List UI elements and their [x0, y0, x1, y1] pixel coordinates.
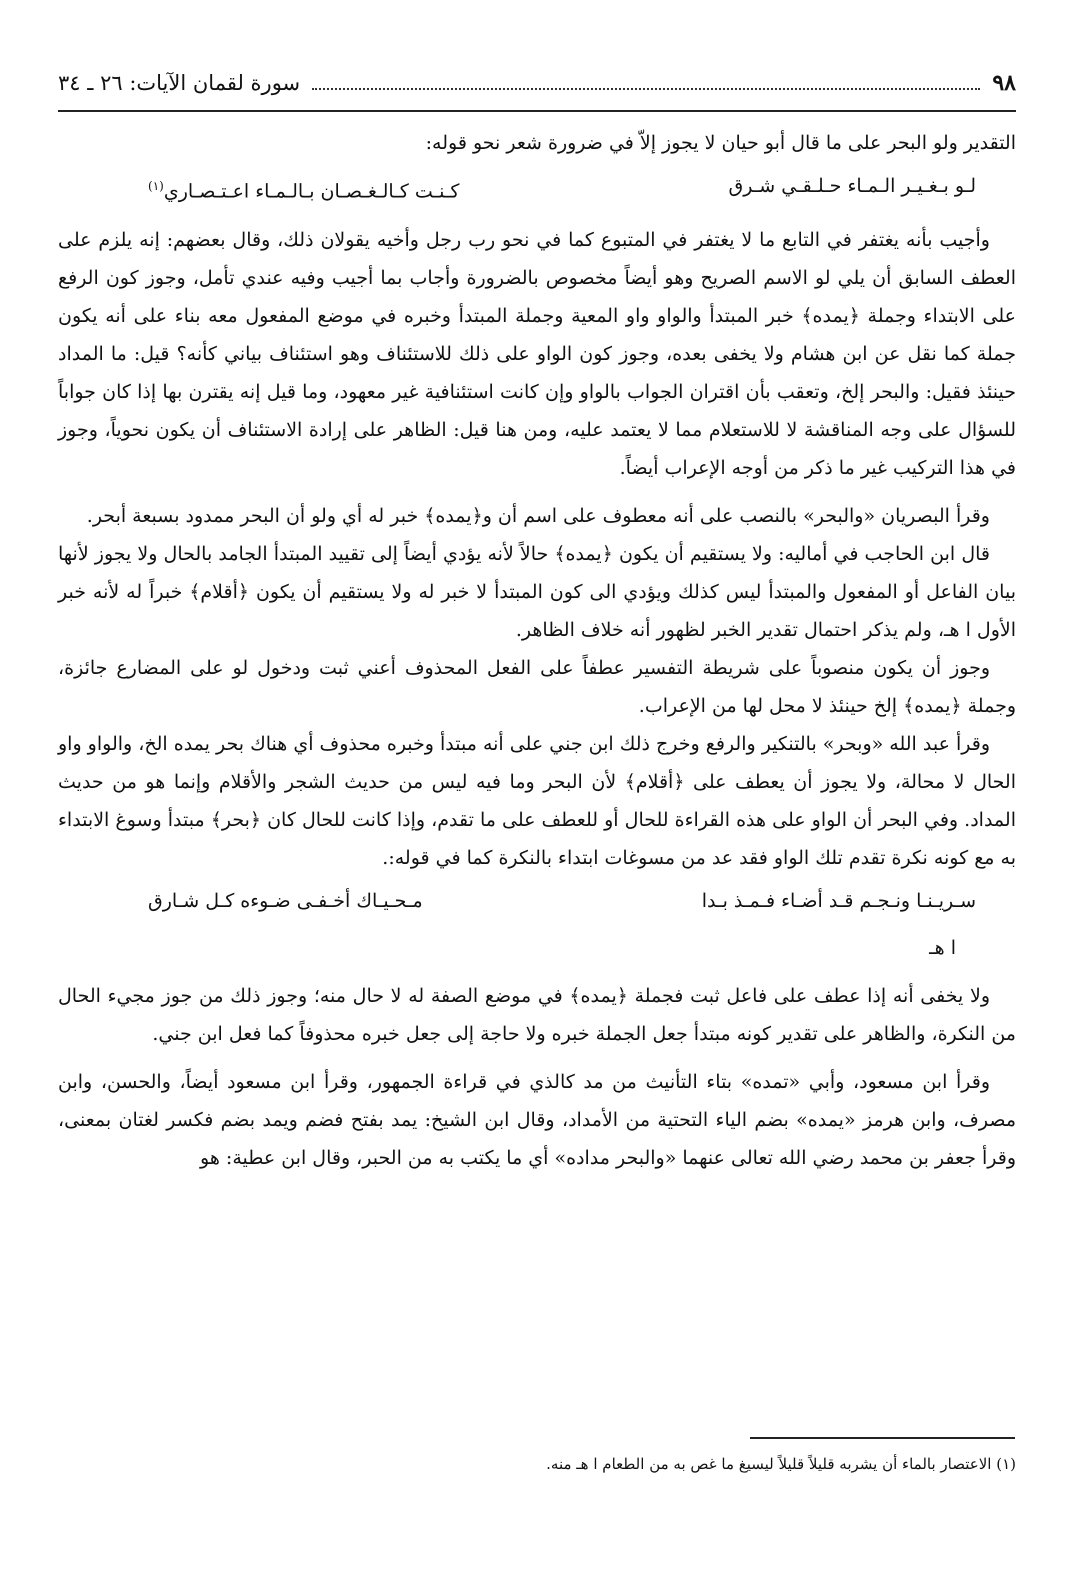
verse-2-second-hemistich: مـحـيـاك أخـفـى ضـوءه كـل شـارق	[148, 890, 423, 913]
verse-2	[58, 881, 1016, 921]
footnote: (١) الاعتصار بالماء أن يشربه قليلاً قليلاً ليسيغ ما غص به من الطعام ا هـ منه.	[546, 1455, 1016, 1473]
paragraph-1: التقدير ولو البحر على ما قال أبو حيان لا يجوز إلاّ في ضرورة شعر نحو قوله:	[425, 132, 1016, 154]
header-title: سورة لقمان الآيات: ٢٦ ـ ٣٤	[58, 71, 301, 95]
verse-1-first-hemistich: لـو بـغـيـر الـمـاء حـلـقـي شـرق	[728, 175, 976, 197]
paragraph-6: وقرأ عبد الله «وبحر» بالتنكير والرفع وخرج ذلك ابن جني على أنه مبتدأ وخبره محذوف أي هناك بحر يمده الخ، والواو واو الحال لا محالة، ولا يجوز أن يعطف على ﴿أقلام﴾ لأن البحر وما فيه ليس من حديث الشجر والأقلام وإنما هو من حديث المداد. وفي البحر أن الواو على هذه القراءة للحال أو للعطف على ما تقدم، وإذا كانت للحال كان ﴿بحر﴾ مبتدأ وسوغ الابتداء به مع كونه نكرة تقدم تلك الواو فقد عد من مسوغات ابتداء بالنكرة كما في قوله:.	[58, 733, 1016, 870]
paragraph-5: وجوز أن يكون منصوباً على شريطة التفسير عطفاً على الفعل المحذوف أعني ثبت ودخول لو على المضارع جائزة، وجملة ﴿يمده﴾ إلخ حينئذ لا محل لها من الإعراب.	[58, 657, 1016, 718]
verse-1	[58, 166, 1016, 211]
footnote-separator	[750, 1437, 1015, 1439]
page	[58, 70, 1016, 1177]
paragraph-8: وقرأ ابن مسعود، وأبي «تمده» بتاء التأنيث من مد كالذي في قراءة الجمهور، وقرأ ابن مسعود أيضاً، والحسن، وابن مصرف، وابن هرمز «يمده» بضم الياء التحتية من الأمداد، وقال ابن الشيخ: يمد بفتح فضم ويمد بضم فكسر لغتان بمعنى، وقرأ جعفر بن محمد رضي الله تعالى عنهما «والبحر مداده» أي ما يكتب به من الحبر، وقال ابن عطية: هو	[58, 1071, 1016, 1170]
main-text	[58, 124, 1016, 1177]
paragraph-3: وقرأ البصريان «والبحر» بالنصب على أنه معطوف على اسم أن و﴿يمده﴾ خبر له أي ولو أن البحر ممدود بسبعة أبحر.	[86, 505, 990, 528]
page-number: ٩٨	[992, 70, 1016, 96]
header-leader-dots	[312, 88, 980, 90]
verse-1-second-hemistich: كـنـت كـالـغـصـان بـالـمـاء اعـتـصـاري$^{(١)}$	[148, 179, 460, 203]
paragraph-4: قال ابن الحاجب في أماليه: ولا يستقيم أن يكون ﴿يمده﴾ حالاً لأنه يؤدي أيضاً إلى تقييد المبتدأ الجامد بالحال ولا يجوز لأنها بيان الفاعل أو المفعول والمبتدأ ليس كذلك ويؤدي الى كون المبتدأ لا خبر له ولا يستقيم أن يكون ﴿أقلام﴾ خبراً له لأنه خبر الأول ا هـ، ولم يذكر احتمال تقدير الخبر لظهور أنه خلاف الظاهر.	[58, 543, 1016, 642]
paragraph-2: وأجيب بأنه يغتفر في التابع ما لا يغتفر في المتبوع كما في نحو رب رجل وأخيه يقولان ذلك، وقال بعضهم: إنه يلزم على العطف السابق أن يلي لو الاسم الصريح وهو أيضاً مخصوص بالضرورة وأجاب بما أجيب وفيه عندي تأمل، وجوز كون الرفع على الابتداء وجملة ﴿يمده﴾ خبر المبتدأ والواو واو المعية وجملة المبتدأ وخبره في موضع المفعول معه بناء على أنه يكون جملة كما نقل عن ابن هشام ولا يخفى بعده، وجوز كون الواو على ذلك للاستئناف وهو استئناف بياني كأنه؟ قيل: ما المداد حينئذ فقيل: والبحر إلخ، وتعقب بأن اقتران الجواب بالواو وإن كانت استئنافية غير معهود، وما قيل إنه يقترن بها إذا كان جواباً للسؤال على وجه المناقشة لا للاستعلام مما لا يعتمد عليه، ومن هنا قيل: الظاهر على إرادة الاستئناف أن يكون نحوياً، وجوز في هذا التركيب غير ما ذكر من أوجه الإعراب أيضاً.	[58, 229, 1016, 480]
running-header	[58, 70, 1016, 112]
footnote-marker: (١)	[148, 179, 164, 193]
paragraph-7: ولا يخفى أنه إذا عطف على فاعل ثبت فجملة ﴿يمده﴾ في موضع الصفة له لا حال منه؛ وجوز ذلك من جوز مجيء الحال من النكرة، والظاهر على تقدير كونه مبتدأ جعل الجملة خبره ولا حاجة إلى جعل خبره محذوفاً كما فعل ابن جني.	[58, 985, 1016, 1046]
verse-2-first-hemistich: سـريـنـا ونـجـم قـد أضـاء فـمـذ بـدا	[701, 890, 976, 913]
end-quote-mark: ا هـ	[929, 937, 956, 960]
